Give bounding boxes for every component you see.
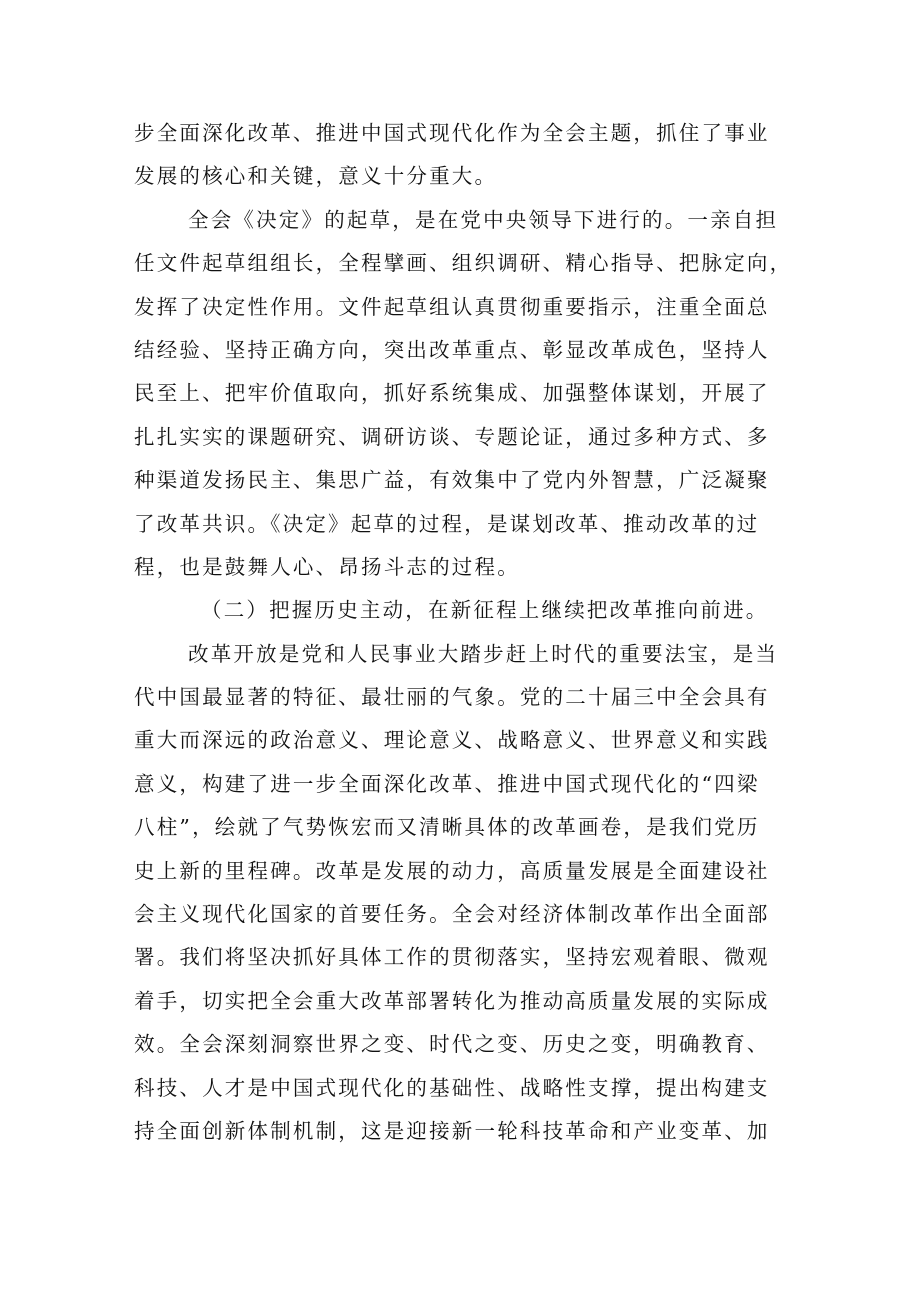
- section-heading: （二）把握历史主动，在新征程上继续把改革推向前进。: [201, 598, 769, 623]
- text-line: 科技、人才是中国式现代化的基础性、战略性支撑，提出构建支: [134, 1075, 770, 1100]
- text-line: 效。全会深刻洞察世界之变、时代之变、历史之变，明确教育、: [134, 1032, 770, 1057]
- text-line: 持全面创新体制机制，这是迎接新一轮科技革命和产业变革、加: [134, 1118, 770, 1143]
- text-line: 步全面深化改革、推进中国式现代化作为全会主题，抓住了事业: [134, 121, 770, 145]
- text-line: 八柱”，绘就了气势恢宏而又清晰具体的改革画卷，是我们党历: [134, 815, 760, 840]
- text-line: 发展的核心和关键，意义十分重大。: [134, 164, 498, 189]
- text-line: 史上新的里程碑。改革是发展的动力，高质量发展是全面建设社: [134, 858, 770, 883]
- text-line: 结经验、坚持正确方向，突出改革重点、彰显改革成色，坚持人: [134, 337, 770, 362]
- text-line: 发挥了决定性作用。文件起草组认真贯彻重要指示，注重全面总: [134, 294, 770, 319]
- text-line: 程，也是鼓舞人心、昂扬斗志的过程。: [134, 554, 520, 579]
- text-line: 了改革共识。《决定》起草的过程，是谋划改革、推动改革的过: [134, 511, 760, 536]
- text-line: 民至上、把牢价值取向，抓好系统集成、加强整体谋划，开展了: [134, 381, 770, 406]
- paragraph-start-line: 全会《决定》的起草，是在党中央领导下进行的。一亲自担: [188, 207, 779, 232]
- text-line: 着手，切实把全会重大改革部署转化为推动高质量发展的实际成: [134, 988, 770, 1013]
- text-line: 署。我们将坚决抓好具体工作的贯彻落实，坚持宏观着眼、微观: [134, 945, 770, 970]
- text-line: 会主义现代化国家的首要任务。全会对经济体制改革作出全面部: [134, 902, 770, 927]
- text-line: 种渠道发扬民主、集思广益，有效集中了党内外智慧，广泛凝聚: [134, 468, 770, 493]
- text-line: 代中国最显著的特征、最壮丽的气象。党的二十届三中全会具有: [134, 685, 770, 710]
- text-line: 任文件起草组组长，全程擘画、组织调研、精心指导、把脉定向，: [134, 251, 793, 276]
- text-line: 扎扎实实的课题研究、调研访谈、专题论证，通过多种方式、多: [134, 424, 770, 449]
- document-body: [134, 112, 793, 1153]
- text-line: 重大而深远的政治意义、理论意义、战略意义、世界意义和实践: [134, 728, 770, 753]
- paragraph-start-line: 改革开放是党和人民事业大踏步赶上时代的重要法宝，是当: [188, 641, 779, 666]
- text-line: 意义，构建了进一步全面深化改革、推进中国式现代化的“四梁: [134, 771, 760, 796]
